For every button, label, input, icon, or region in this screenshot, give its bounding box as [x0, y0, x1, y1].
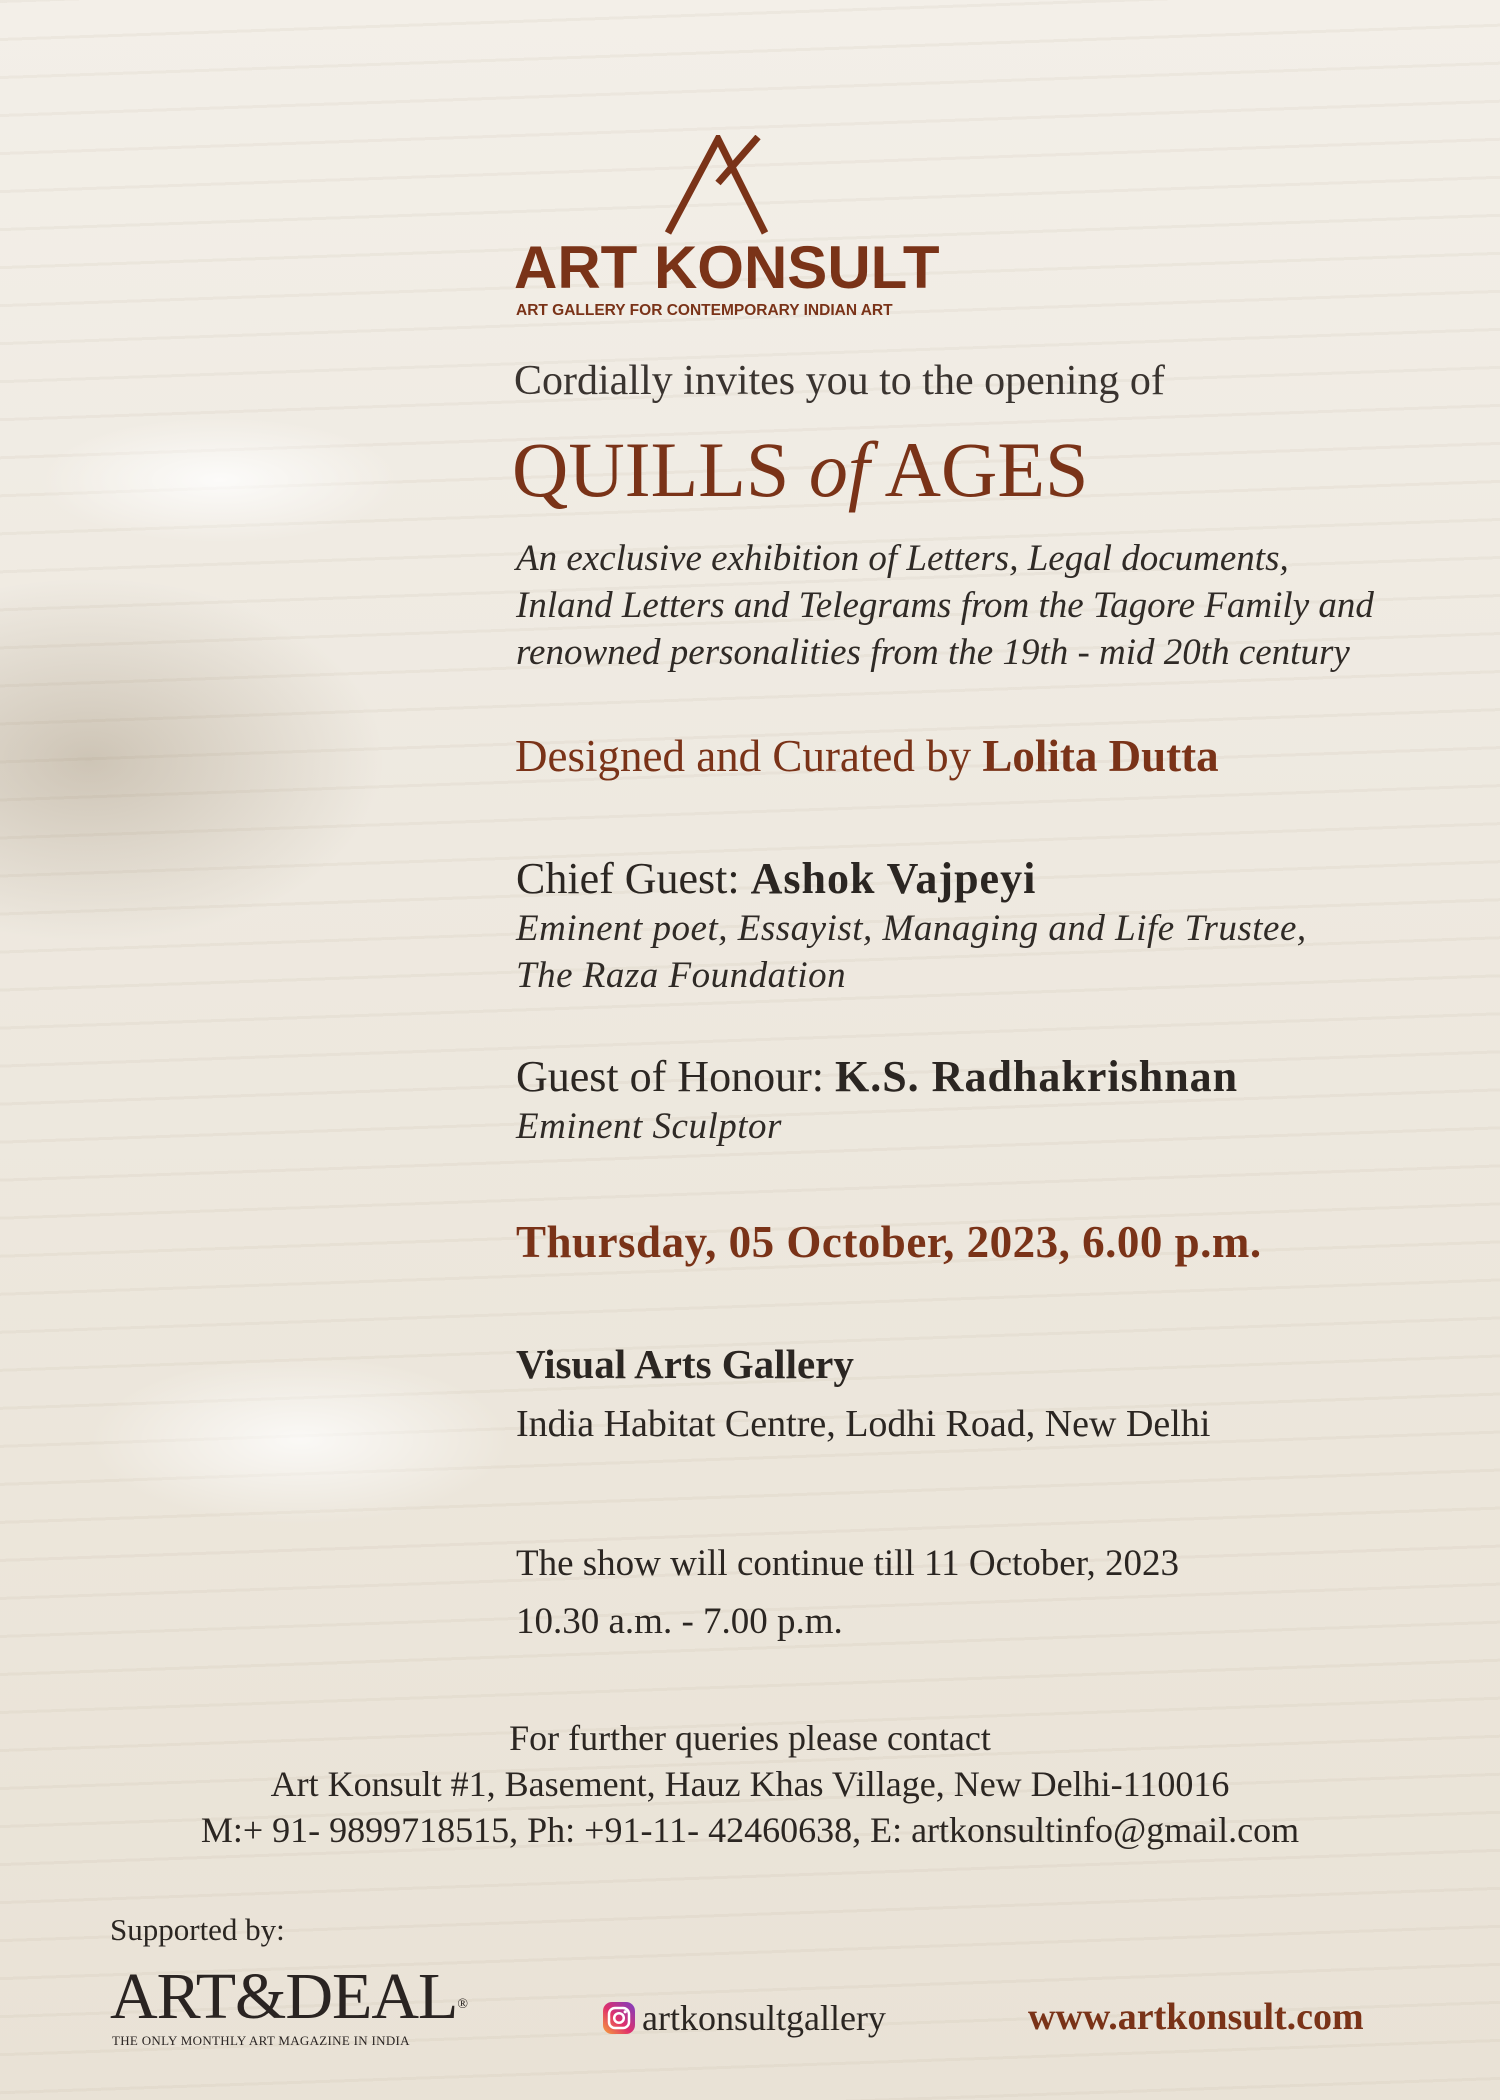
gallery-logo-name: ART KONSULT	[514, 234, 940, 301]
show-hours: 10.30 a.m. - 7.00 p.m.	[516, 1601, 843, 1642]
chief-guest-desc: Eminent poet, Essayist, Managing and Life Trustee,	[516, 908, 1307, 949]
chief-guest-line	[516, 853, 1307, 905]
chief-guest-desc: The Raza Foundation	[516, 955, 847, 996]
exhibition-description	[516, 535, 1476, 676]
instagram-handle[interactable]: artkonsultgallery	[642, 1998, 886, 2038]
title-part-2: AGES	[869, 426, 1089, 513]
website-link[interactable]: www.artkonsult.com	[1028, 1996, 1364, 2038]
invitation-intro: Cordially invites you to the opening of	[514, 358, 1165, 404]
sponsor-logo	[110, 1962, 467, 2032]
curator-credit	[515, 730, 1219, 782]
title-part-1: QUILLS	[512, 426, 809, 513]
guest-of-honour-desc: Eminent Sculptor	[516, 1106, 782, 1147]
curator-name: Lolita Dutta	[982, 731, 1219, 781]
contact-heading: For further queries please contact	[509, 1718, 991, 1758]
contact-block	[0, 1715, 1500, 1853]
sponsor-registered-mark: ®	[457, 1997, 467, 2012]
chief-guest-name: Ashok Vajpeyi	[750, 854, 1037, 903]
exhibition-title	[512, 425, 1088, 515]
guest-of-honour-block	[516, 1051, 1238, 1150]
guest-of-honour-label: Guest of Honour:	[516, 1052, 835, 1101]
guest-of-honour-line	[516, 1051, 1238, 1103]
contact-address: Art Konsult #1, Basement, Hauz Khas Village, New Delhi-110016	[270, 1764, 1230, 1804]
description-line: Inland Letters and Telegrams from the Tagore Family and	[516, 585, 1374, 626]
ak-monogram-icon	[660, 135, 775, 235]
sponsor-tagline: THE ONLY MONTHLY ART MAGAZINE IN INDIA	[112, 2033, 410, 2048]
venue-address: India Habitat Centre, Lodhi Road, New Delhi	[516, 1403, 1211, 1445]
instagram-link[interactable]	[602, 1996, 886, 2040]
description-line: renowned personalities from the 19th - mid 20th century	[516, 632, 1350, 673]
gallery-logo-tagline: ART GALLERY FOR CONTEMPORARY INDIAN ART	[516, 302, 893, 319]
description-line: An exclusive exhibition of Letters, Legal documents,	[516, 538, 1289, 579]
guest-of-honour-name: K.S. Radhakrishnan	[834, 1052, 1239, 1101]
contact-phones-email[interactable]: M:+ 91- 9899718515, Ph: +91-11- 42460638, E: artkonsultinfo@gmail.com	[200, 1810, 1300, 1850]
show-continue-text: The show will continue till 11 October, 2023	[516, 1543, 1180, 1584]
curator-prefix: Designed and Curated by	[515, 731, 983, 781]
chief-guest-label: Chief Guest:	[516, 854, 751, 903]
title-of: of	[808, 426, 870, 513]
instagram-icon	[602, 2001, 636, 2035]
event-datetime: Thursday, 05 October, 2023, 6.00 p.m.	[516, 1217, 1262, 1267]
venue-name: Visual Arts Gallery	[516, 1341, 854, 1387]
show-duration	[516, 1535, 1179, 1651]
chief-guest-block	[516, 853, 1307, 999]
supported-by-label: Supported by:	[110, 1912, 285, 1947]
sponsor-name: ART&DEAL	[110, 1960, 458, 2033]
